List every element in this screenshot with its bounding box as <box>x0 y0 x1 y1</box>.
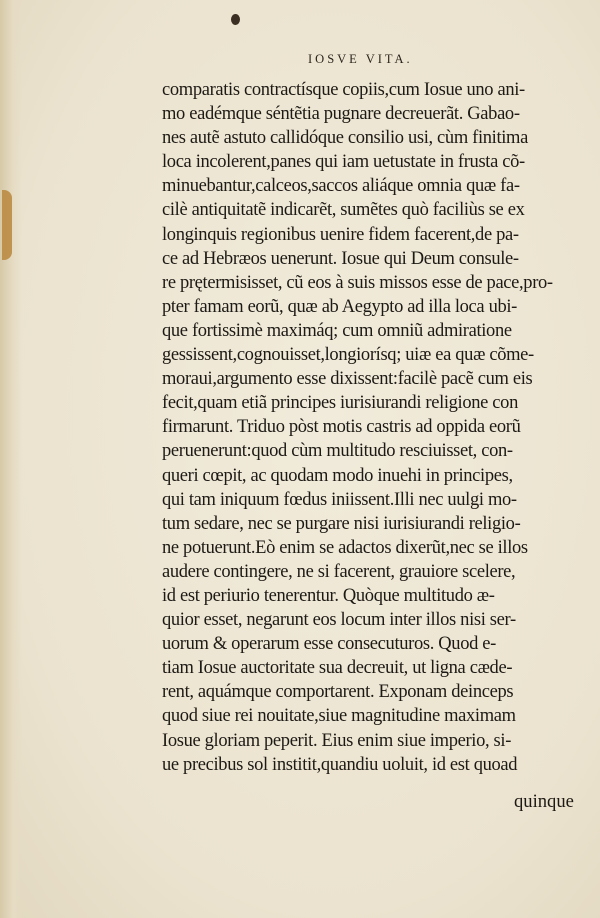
text-line: id est periurio tenerentur. Quòque multitudo æ- <box>162 584 495 606</box>
text-line: tiam Iosue auctoritate sua decreuit, ut ligna cæde- <box>162 657 513 679</box>
catchword: quinque <box>514 791 574 812</box>
text-line: re prętermisisset, cũ eos à suis missos esse de pace,pro- <box>162 271 553 293</box>
text-line: rent, aquámque comportarent. Exponam deinceps <box>162 681 514 703</box>
text-line: firmarunt. Triduo pòst motis castris ad oppida eorũ <box>162 416 521 438</box>
text-line: longinquis regionibus uenire fidem facerent,de pa- <box>162 223 519 245</box>
text-line: nes autẽ astuto callidóque consilio usi, cùm finitima <box>162 127 528 149</box>
text-line: quior esset, negarunt eos locum inter illos nisi ser- <box>162 609 516 631</box>
text-line: tum sedare, nec se purgare nisi iurisiurandi religio- <box>162 512 521 534</box>
text-line: comparatis contractísque copiis,cum Iosue uno ani- <box>162 79 525 100</box>
text-line: peruenerunt:quod cùm multitudo resciuisset, con- <box>162 440 513 462</box>
text-line: ne potuerunt.Eò enim se adactos dixerũt,nec se illos <box>162 536 528 558</box>
text-line: mo eadémque séntẽtia pugnare decreuerãt. Gabao- <box>162 103 520 125</box>
text-line: cilè antiquitatẽ indicarẽt, sumẽtes quò faciliùs se ex <box>162 199 525 221</box>
text-line: ce ad Hebræos uenerunt. Iosue qui Deum consule- <box>162 247 519 269</box>
text-line: uorum & operarum esse consecuturos. Quod e- <box>162 633 496 655</box>
body-text <box>162 78 582 777</box>
text-line: queri cœpit, ac quodam modo inuehi in principes, <box>162 464 513 486</box>
text-line: moraui,argumento esse dixissent:facilè pacẽ cum eis <box>162 368 533 390</box>
text-line: loca incolerent,panes qui iam uetustate in frusta cõ- <box>162 151 525 173</box>
text-line: minuebantur,calceos,saccos aliáque omnia quæ fa- <box>162 175 520 197</box>
text-line: qui tam iniquum fœdus iniissent.Illi nec uulgi mo- <box>162 488 517 510</box>
ink-blot <box>231 14 240 25</box>
text-line: gessissent,cognouisset,longiorísq; uiæ ea quæ cõme- <box>162 344 534 366</box>
page-edge-mark <box>2 190 12 260</box>
text-line: audere contingere, ne si facerent, grauiore scelere, <box>162 560 516 582</box>
text-line: que fortissimè maximáq; cum omniũ admiratione <box>162 319 512 341</box>
text-line: fecit,quam etiã principes iurisiurandi religione con <box>162 392 518 414</box>
text-line: Iosue gloriam peperit. Eius enim siue imperio, si- <box>162 729 512 751</box>
binding-shadow <box>0 0 22 918</box>
text-line: quod siue rei nouitate,siue magnitudine maximam <box>162 705 516 727</box>
running-head: IOSVE VITA. <box>308 52 413 66</box>
text-line: ue precibus sol institit,quandiu uoluit, id est quoad <box>162 753 518 775</box>
text-line: pter famam eorũ, quæ ab Aegypto ad illa loca ubi- <box>162 295 517 317</box>
